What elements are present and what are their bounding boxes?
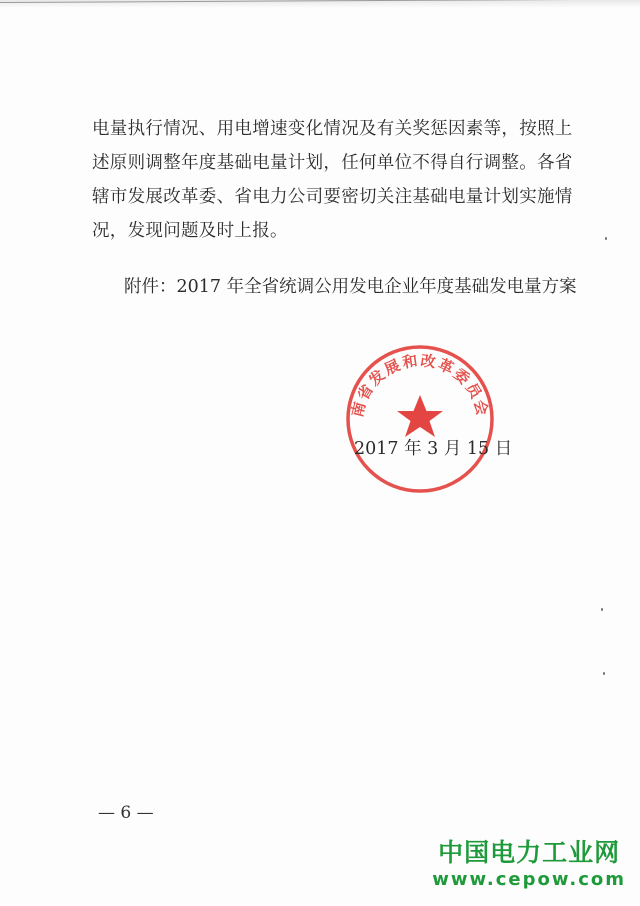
seal-star bbox=[397, 395, 443, 437]
body-line: 况，发现问题及时上报。 bbox=[92, 221, 288, 241]
body-line: 辖市发展改革委、省电力公司要密切关注基础电量计划实施情 bbox=[92, 187, 573, 207]
scan-speck bbox=[603, 672, 605, 675]
body-line: 电量执行情况、用电增速变化情况及有关奖惩因素等，按照上 bbox=[92, 119, 573, 139]
watermark-title: 中国电力工业网 bbox=[438, 838, 621, 867]
watermark-url: www.cepow.com bbox=[432, 869, 626, 890]
body-line: 述原则调整年度基础电量计划，任何单位不得自行调整。各省 bbox=[92, 153, 573, 173]
document-date: 2017 年 3 月 15 日 bbox=[354, 439, 513, 459]
scan-speck bbox=[601, 608, 603, 611]
scan-speck bbox=[605, 237, 607, 240]
attachment-line: 附件：2017 年全省统调公用发电企业年度基础发电量方案 bbox=[124, 277, 577, 297]
site-watermark bbox=[432, 838, 626, 892]
page-number: — 6 — bbox=[98, 803, 154, 823]
body-paragraph bbox=[92, 112, 592, 248]
seal-text: 南省发展和改革委员会 bbox=[348, 351, 492, 419]
official-seal bbox=[344, 343, 496, 495]
